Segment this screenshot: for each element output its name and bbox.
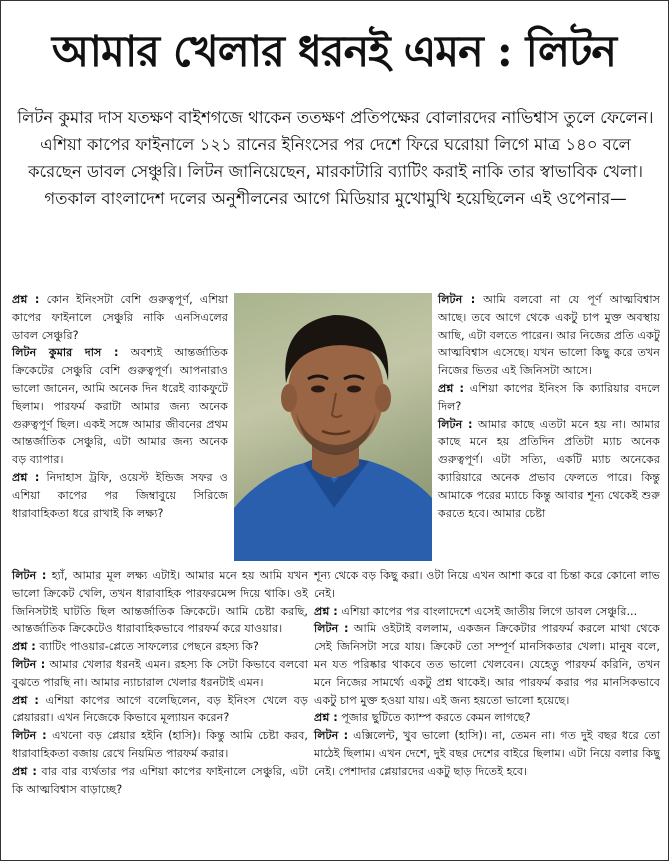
answer-text: পূজার ছুটিতে ক্যাম্প করতে কেমন লাগছে? [341,711,531,725]
answer-text: শূন্য থেকে বড় কিছু করা। ওটা নিয়ে এখন আশা করে বা চিন্তা করে কোনো লাভ নেই। [314,569,660,600]
qa-paragraph [314,567,660,603]
qa-paragraph [12,291,228,344]
right-column [438,291,660,522]
qa-paragraph [314,727,660,780]
answer-text: আমার খেলার ধরনই এমন। রহস্য কি সেটা কিভাবে বলবো বুঝতে পারছি না। আমার ন্যাচারাল খেলার ধরনটাই এমন। [12,657,309,689]
answer-text: এশিয়া কাপের পর বাংলাদেশে এসেই জাতীয় লিগে ডাবল সেঞ্চুরি... [341,604,638,618]
qa-paragraph [12,763,308,799]
speaker-label: লিটন : [12,657,46,671]
speaker-label: লিটন : [438,293,476,306]
answer-text: এক্সিলেন্ট, খুব ভালো (হাসি)। না, তেমন না। গত দুই বছর ধরে তো মাঠেই ছিলাম। এখন দেশে, দুই বছর দেশের বাইরে ছিলাম। এটা নিয়ে বলার কিছু নেই। পেশাদার প্লেয়ারদের একটু ছাড় দিতেই হবে। [314,729,660,778]
answer-text: অবশ্যই আন্তর্জাতিক ক্রিকেটের সেঞ্চুরি বেশি গুরুত্বপূর্ণ। আপনারাও ভালো জানেন, আমি অনেক দিন ধরেই ব্যাকফুটে ছিলাম। পারফর্ম করাটা আমার জন্য অনেক গুরুত্বপূর্ণ ছিল। একই সঙ্গে আমার জীবনের প্রথম আন্তর্জাতিক সেঞ্চুরি, এটা আমার জন্য অনেক বড় ব্যাপার। [12,346,229,467]
answer-text: আমি বলবো না যে পূর্ণ আত্মবিশ্বাস আছে। তবে আগে থেকে একটু চাপ মুক্ত অবস্থায় আছি, এটা বলতে পারেন। আর নিজের প্রতি একটু আত্মবিশ্বাস এসেছে। যখন ভালো কিছু করে তখন নিজের ভিতর এই জিনিসটা আসে। [438,293,660,378]
qa-paragraph [12,469,228,522]
intro-paragraph: লিটন কুমার দাস যতক্ষণ বাইশগজে থাকেন ততক্ষণ প্রতিপক্ষের বোলারদের নাভিশ্বাস তুলে ফেলেন। এশিয়া কাপের ফাইনালে ১২১ রানের ইনিংসের পর দেশে ফিরে ঘরোয়া লিগে মাত্র ১৪০ বলে করেছেন ডাবল সেঞ্চুরি। লিটন জানিয়েছেন, মারকাটারি ব্যাটিং করাই নাকি তার স্বাভাবিক খেলা। গতকাল বাংলাদেশ দলের অনুশীলনের আগে মিডিয়ার মুখোমুখি হয়েছিলেন এই ওপেনার— [17,108,654,208]
answer-text: আমি ওইটাই বললাম, একজন ক্রিকেটার পারফর্ম করলে মাথা থেকে সেই জিনিসটা সরে যায়। ক্রিকেট তো সম্পূর্ণ মানসিকতার খেলা। মানুষ বলে, মন যত পরিষ্কার থাকবে তত ভালো খেলবেন। যেহেতু পারফর্ম করিনি, তখন মনে নিজের সামর্থ্যে একটু প্রশ্ন থাকেই। আর পারফর্ম করার পর মানসিকভাবে একটু চাপ মুক্ত হওয়া যায়। এই জন্য হয়তো ভালো হয়েছে। [314,622,660,707]
qa-paragraph [438,291,660,380]
speaker-label: লিটন কুমার দাস : [12,346,119,360]
qa-paragraph [12,692,308,728]
qa-paragraph [12,727,308,763]
right-bottom-column [314,567,660,781]
speaker-label: প্রশ্ন : [12,640,36,654]
answer-text: ব্যাটিং পাওয়ার-প্লেতে সাফল্যের পেছনে রহস্য কি? [39,640,259,654]
speaker-label: প্রশ্ন : [438,381,465,395]
answer-text: হ্যাঁ, আমার মূল লক্ষ্য এটাই। আমার মনে হয় আমি যখন ভালো ক্রিকেট খেলি, তখন ধারাবাহিক পারফরমেন্স দিয়ে থাকি। ওই জিনিসটাই ঘাটতি ছিল আন্তর্জাতিক ক্রিকেটে। আমি চেষ্টা করছি, আন্তর্জাতিক ক্রিকেটেও ধারাবাহিকভাবে পারফর্ম করে যাওয়ার। [12,569,308,636]
speaker-label: প্রশ্ন : [12,693,39,707]
qa-paragraph [438,416,660,523]
speaker-label: প্রশ্ন : [12,470,40,484]
qa-paragraph [12,638,308,656]
speaker-label: প্রশ্ন : [12,764,37,778]
speaker-label: লিটন : [314,622,349,636]
speaker-label: লিটন : [12,569,47,582]
qa-paragraph [12,656,308,692]
answer-text: এখনো বড় প্লেয়ার হইনি (হাসি)। কিন্তু আমি চেষ্টা করব, ধারাবাহিকতা বজায় রেখে নিয়মিত পারফর্ম করার। [12,729,308,760]
answer-text: এশিয়া কাপের আগে বলেছিলেন, বড় ইনিংস খেলে বড় প্লেয়াররা। এখন নিজেকে কিভাবে মূল্যায়ন করেন? [12,693,308,725]
speaker-label: লিটন : [314,729,349,743]
qa-paragraph [12,567,308,638]
answer-text: বার বার ব্যর্থতার পর এশিয়া কাপের ফাইনালে সেঞ্চুরি, এটা কি আত্মবিশ্বাস বাড়াচ্ছে? [12,764,308,796]
answer-text: কোন ইনিংসটা বেশি গুরুত্বপূর্ণ, এশিয়া কাপের ফাইনালে সেঞ্চুরি নাকি এনসিএলের ডাবল সেঞ্চুরি? [12,293,228,342]
left-column [12,291,228,522]
speaker-label: প্রশ্ন : [314,604,338,618]
qa-paragraph [12,344,228,469]
speaker-label: লিটন : [12,729,47,743]
speaker-label: প্রশ্ন : [12,293,40,306]
qa-paragraph [314,620,660,709]
headline: আমার খেলার ধরনই এমন : লিটন [51,27,617,77]
qa-paragraph [438,380,660,416]
player-portrait-icon [234,293,432,561]
speaker-label: প্রশ্ন : [314,711,338,725]
speaker-label: লিটন : [438,417,473,431]
qa-paragraph [314,603,660,621]
left-bottom-column [12,567,308,798]
answer-text: নিদাহাস ট্রফি, ওয়েস্ট ইন্ডিজ সফর ও এশিয়া কাপের পর জিম্বাবুয়ে সিরিজে ধারাবাহিকতা ধরে রাখাই কি লক্ষ্য? [12,470,229,520]
player-photo [234,293,432,561]
qa-paragraph [314,709,660,727]
answer-text: আমার কাছে এতটা মনে হয় না। আমার কাছে মনে হয় প্রতিদিন প্রতিটা ম্যাচ অনেক গুরুত্বপূর্ণ। এটা সত্যি, একটি ম্যাচ অনেকের ক্যারিয়ারে অনেক প্রভাব ফেলতে পারে। কিন্তু আমাকে পরের ম্যাচে কিন্তু আবার শূন্য থেকেই শুরু করতে হবে। আমার চেষ্টা [438,417,660,520]
answer-text: এশিয়া কাপের ইনিংস কি ক্যারিয়ার বদলে দিল? [438,381,660,413]
